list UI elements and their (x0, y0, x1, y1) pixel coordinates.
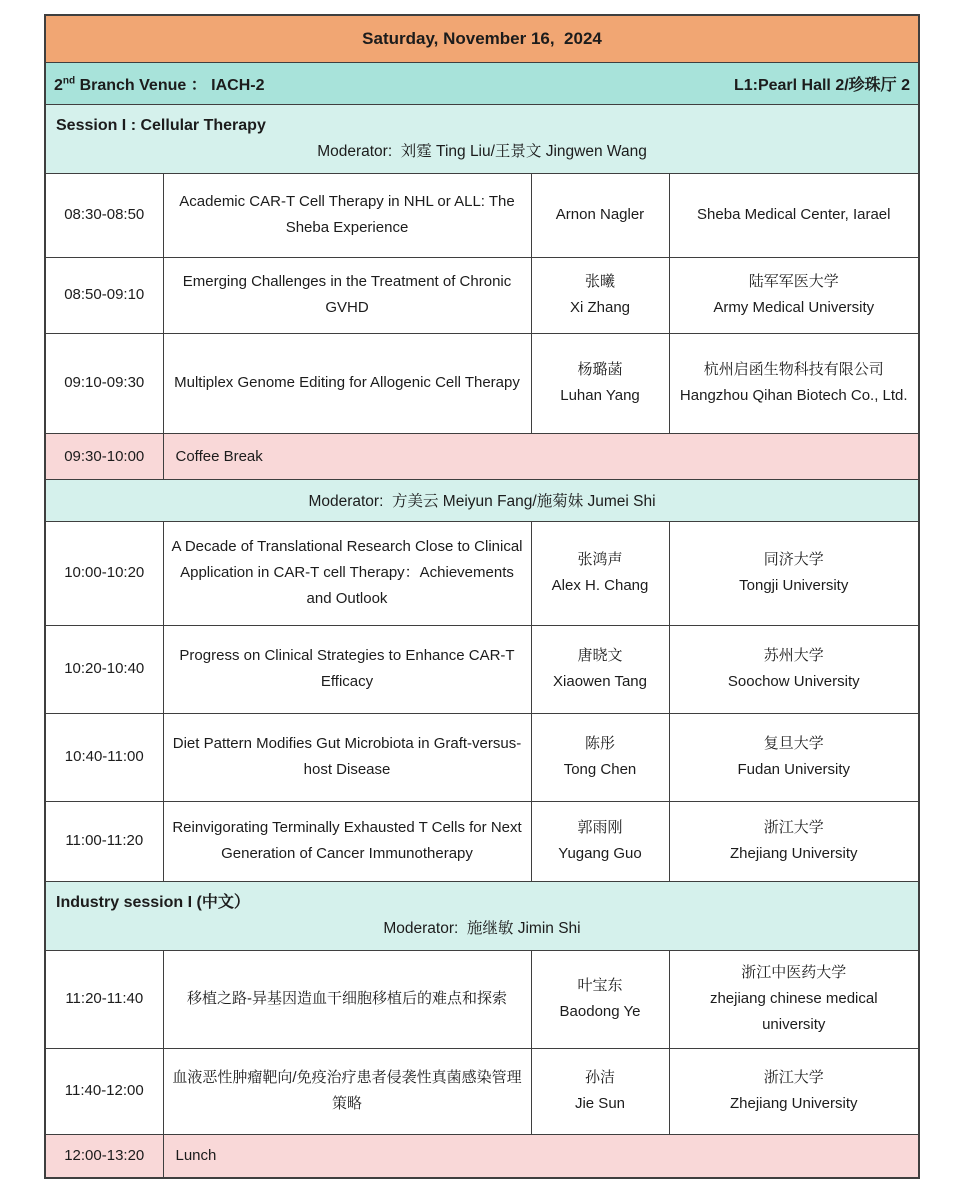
hall-label: L1:Pearl Hall 2/珍珠厅 2 (733, 76, 911, 94)
talk-time: 10:00-10:20 (45, 521, 163, 625)
speaker-cn: 杨璐菡 (577, 361, 623, 378)
session2-moderator: Moderator: 施继敏 Jimin Shi (383, 919, 581, 937)
speaker-en: Baodong Ye (559, 1003, 641, 1020)
speaker-en: Arnon Nagler (555, 206, 645, 223)
talk-title: Reinvigorating Terminally Exhausted T Cells for Next Generation of Cancer Immunotherapy (163, 801, 531, 881)
talk-time: 09:10-09:30 (45, 333, 163, 433)
talk-speaker (531, 713, 669, 801)
table-row (45, 950, 919, 1048)
table-row (45, 333, 919, 433)
branch-venue-label (54, 72, 265, 95)
speaker-en: Tong Chen (563, 761, 637, 778)
affiliation-en: zhejiang chinese medical university (709, 990, 878, 1033)
talk-time: 11:20-11:40 (45, 950, 163, 1048)
session1-title: Session I : Cellular Therapy (56, 116, 266, 134)
talk-speaker (531, 521, 669, 625)
talk-affiliation (669, 521, 919, 625)
affiliation-cn: 陆军军医大学 (748, 273, 839, 290)
speaker-cn: 叶宝东 (577, 977, 623, 994)
venue-number: 2 (54, 76, 63, 94)
affiliation-cn: 杭州启函生物科技有限公司 (703, 361, 884, 378)
speaker-en: Xi Zhang (569, 299, 631, 316)
break-label: Lunch (163, 1134, 919, 1178)
affiliation-cn: 浙江大学 (763, 819, 824, 836)
table-row (45, 521, 919, 625)
coffee-break-row (45, 433, 919, 479)
speaker-en: Yugang Guo (558, 845, 642, 862)
affiliation-en: Soochow University (727, 673, 860, 690)
speaker-cn: 孙洁 (584, 1069, 615, 1086)
break-time: 09:30-10:00 (45, 433, 163, 479)
talk-affiliation (669, 1048, 919, 1134)
industry-session-header-row (45, 881, 919, 950)
affiliation-cn: 复旦大学 (763, 735, 824, 752)
table-row (45, 801, 919, 881)
affiliation-en: Tongji University (739, 577, 849, 594)
affiliation-en: Zhejiang University (729, 845, 858, 862)
break-label: Coffee Break (163, 433, 919, 479)
speaker-en: Xiaowen Tang (553, 673, 647, 690)
session1-header-row (45, 104, 919, 173)
talk-affiliation (669, 713, 919, 801)
affiliation-en: Zhejiang University (729, 1095, 858, 1112)
venue-row (45, 62, 919, 104)
break-time: 12:00-13:20 (45, 1134, 163, 1178)
talk-affiliation (669, 625, 919, 713)
talk-time: 11:40-12:00 (45, 1048, 163, 1134)
affiliation-en: Sheba Medical Center, Iarael (697, 206, 891, 223)
lunch-row (45, 1134, 919, 1178)
affiliation-en: Hangzhou Qihan Biotech Co., Ltd. (679, 387, 908, 404)
speaker-en: Jie Sun (574, 1095, 626, 1112)
talk-time: 08:30-08:50 (45, 173, 163, 257)
speaker-en: Luhan Yang (560, 387, 640, 404)
moderator-row (45, 479, 919, 521)
talk-speaker (531, 257, 669, 333)
talk-speaker (531, 1048, 669, 1134)
talk-title: Diet Pattern Modifies Gut Microbiota in Graft-versus-host Disease (163, 713, 531, 801)
speaker-en: Alex H. Chang (551, 577, 649, 594)
talk-title: Academic CAR-T Cell Therapy in NHL or ALL: The Sheba Experience (163, 173, 531, 257)
talk-title: Progress on Clinical Strategies to Enhance CAR-T Efficacy (163, 625, 531, 713)
talk-time: 08:50-09:10 (45, 257, 163, 333)
affiliation-cn: 苏州大学 (763, 647, 824, 664)
session2-title: Industry session I (中文） (56, 893, 250, 911)
talk-speaker (531, 801, 669, 881)
talk-time: 10:40-11:00 (45, 713, 163, 801)
moderator-label: Moderator: 方美云 Meiyun Fang/施菊妹 Jumei Shi (45, 479, 919, 521)
talk-affiliation (669, 333, 919, 433)
talk-time: 10:20-10:40 (45, 625, 163, 713)
session1-moderator: Moderator: 刘霆 Ting Liu/王景文 Jingwen Wang (317, 142, 647, 160)
date-title: Saturday, November 16, 2024 (45, 15, 919, 62)
talk-affiliation (669, 950, 919, 1048)
talk-title: Emerging Challenges in the Treatment of Chronic GVHD (163, 257, 531, 333)
affiliation-cn: 浙江大学 (763, 1069, 824, 1086)
affiliation-cn: 浙江中医药大学 (741, 964, 847, 981)
venue-text: Branch Venue ： IACH-2 (75, 76, 265, 94)
conference-schedule-table (44, 14, 920, 1179)
speaker-cn: 张鸿声 (577, 551, 623, 568)
talk-speaker (531, 625, 669, 713)
talk-affiliation (669, 257, 919, 333)
affiliation-en: Fudan University (737, 761, 851, 778)
table-row (45, 1048, 919, 1134)
talk-affiliation (669, 173, 919, 257)
talk-time: 11:00-11:20 (45, 801, 163, 881)
talk-affiliation (669, 801, 919, 881)
talk-speaker (531, 950, 669, 1048)
talk-speaker (531, 173, 669, 257)
talk-title: A Decade of Translational Research Close to Clinical Application in CAR-T cell Therapy：Achievements and Outlook (163, 521, 531, 625)
speaker-cn: 唐晓文 (577, 647, 623, 664)
affiliation-en: Army Medical University (713, 299, 875, 316)
speaker-cn: 陈彤 (584, 735, 615, 752)
affiliation-cn: 同济大学 (763, 551, 824, 568)
speaker-cn: 张曦 (584, 273, 615, 290)
table-row (45, 257, 919, 333)
speaker-cn: 郭雨刚 (577, 819, 623, 836)
date-header-row (45, 15, 919, 62)
talk-title: Multiplex Genome Editing for Allogenic Cell Therapy (163, 333, 531, 433)
talk-speaker (531, 333, 669, 433)
table-row (45, 625, 919, 713)
table-row (45, 173, 919, 257)
venue-ordinal-suffix: nd (62, 75, 76, 87)
talk-title: 血液恶性肿瘤靶向/免疫治疗患者侵袭性真菌感染管理策略 (163, 1048, 531, 1134)
table-row (45, 713, 919, 801)
talk-title: 移植之路-异基因造血干细胞移植后的难点和探索 (163, 950, 531, 1048)
